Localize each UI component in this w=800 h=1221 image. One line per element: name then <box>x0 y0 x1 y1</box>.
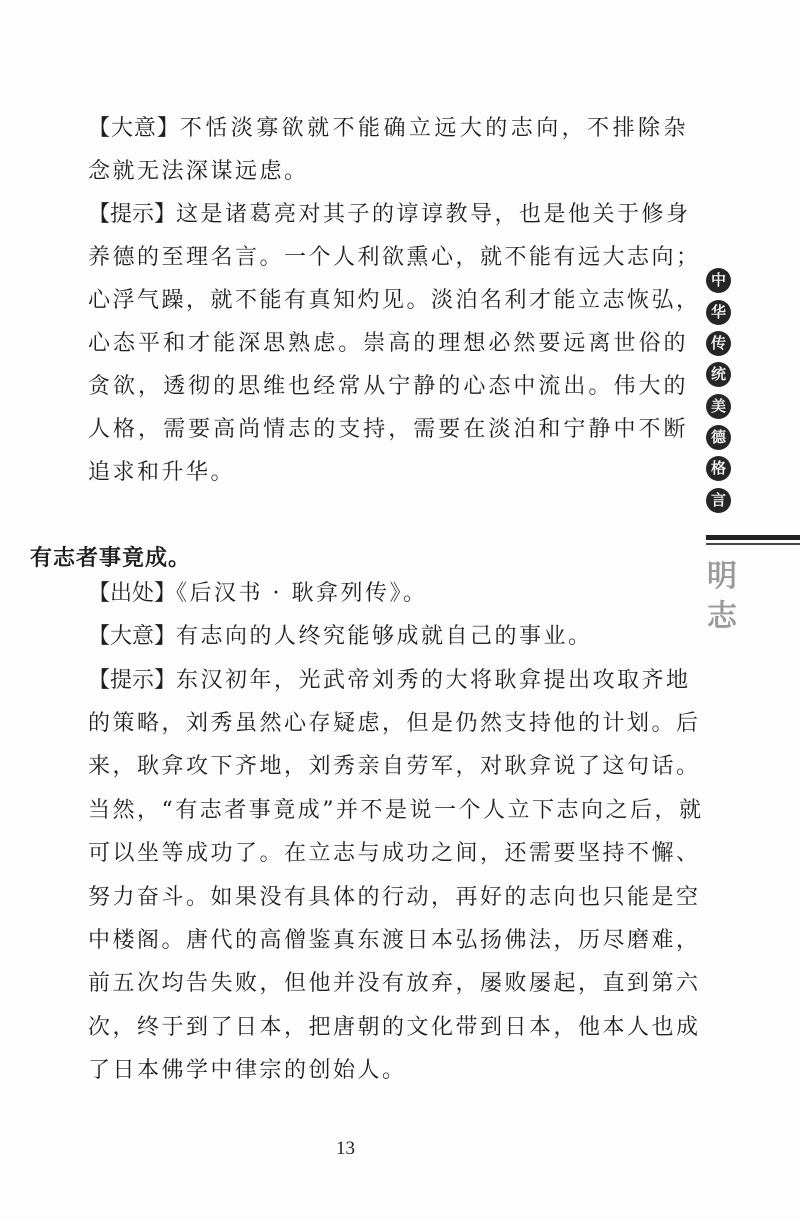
tishi2-line-6: 努力奋斗。如果没有具体的行动，再好的志向也只能是空 <box>88 885 701 910</box>
series-char-badge: 传 <box>706 331 731 356</box>
series-char-badge: 中 <box>706 268 731 293</box>
tishi-line-7: 追求和升华。 <box>88 460 236 485</box>
tishi2-line-5: 可以坐等成功了。在立志与成功之间，还需要坚持不懈、 <box>88 841 701 866</box>
page-number: 13 <box>336 1138 355 1159</box>
tishi2-line-2: 的策略，刘秀虽然心存疑虑，但是仍然支持他的计划。后 <box>88 711 701 736</box>
tishi2-tag: 【提示】 <box>88 668 177 693</box>
dayi-tag: 【大意】 <box>88 116 180 141</box>
dayi2-text: 有志向的人终究能够成就自己的事业。 <box>176 624 593 649</box>
series-char-badge: 华 <box>706 300 731 325</box>
tishi2-line-10: 了日本佛学中律宗的创始人。 <box>88 1058 407 1083</box>
tishi-line-4: 心态平和才能深思熟虑。崇高的理想必然要远离世俗的 <box>88 331 688 356</box>
tishi-line-3: 心浮气躁，就不能有真知灼见。淡泊名利才能立志恢弘， <box>88 288 701 313</box>
tishi2-line-1 <box>88 666 691 696</box>
tishi-line-1 <box>88 200 691 230</box>
dayi2-line <box>88 622 688 652</box>
tab-divider-thin <box>706 543 800 545</box>
dayi2-tag: 【大意】 <box>88 624 177 649</box>
chuchu-text: 《后汉书 · 耿弇列传》。 <box>176 581 428 606</box>
side-tab <box>706 0 800 1221</box>
tab-divider-thick <box>706 535 800 540</box>
tishi2-line-9: 次，终于到了日本，把唐朝的文化带到日本，他本人也成 <box>88 1015 701 1040</box>
dayi-line-2: 念就无法深谋远虑。 <box>88 159 309 184</box>
series-char-badge: 统 <box>706 362 731 387</box>
chapter-char: 明 <box>707 559 737 594</box>
chuchu-line <box>88 579 688 609</box>
tishi-text: 这是诸葛亮对其子的谆谆教导，也是他关于修身 <box>176 202 691 227</box>
tishi2-line-4: 当然，“有志者事竟成”并不是说一个人立下志向之后，就 <box>88 798 704 823</box>
chapter-char: 志 <box>707 599 737 634</box>
tishi2-text: 东汉初年，光武帝刘秀的大将耿弇提出攻取齐地 <box>176 668 691 693</box>
dayi-text: 不恬淡寡欲就不能确立远大的志向，不排除杂 <box>179 116 688 141</box>
tishi-line-2: 养德的至理名言。一个人利欲熏心，就不能有远大志向； <box>88 245 701 270</box>
tishi-line-5: 贪欲，透彻的思维也经常从宁静的心态中流出。伟大的 <box>88 374 688 399</box>
series-char-badge: 言 <box>706 488 731 513</box>
proverb-heading: 有志者事竟成。 <box>30 546 192 571</box>
chuchu-tag: 【出处】 <box>88 581 177 606</box>
tishi2-line-3: 来，耿弇攻下齐地，刘秀亲自劳军，对耿弇说了这句话。 <box>88 754 701 779</box>
tishi2-line-8: 前五次均告失败，但他并没有放弃，屡败屡起，直到第六 <box>88 971 701 996</box>
tishi-line-6: 人格，需要高尚情志的支持，需要在淡泊和宁静中不断 <box>88 417 688 442</box>
series-char-badge: 德 <box>706 425 731 450</box>
dayi-line-1 <box>88 114 688 144</box>
series-char-badge: 格 <box>706 456 731 481</box>
tishi-tag: 【提示】 <box>88 202 177 227</box>
tishi2-line-7: 中楼阁。唐代的高僧鉴真东渡日本弘扬佛法，历尽磨难， <box>88 928 701 953</box>
series-char-badge: 美 <box>706 394 731 419</box>
